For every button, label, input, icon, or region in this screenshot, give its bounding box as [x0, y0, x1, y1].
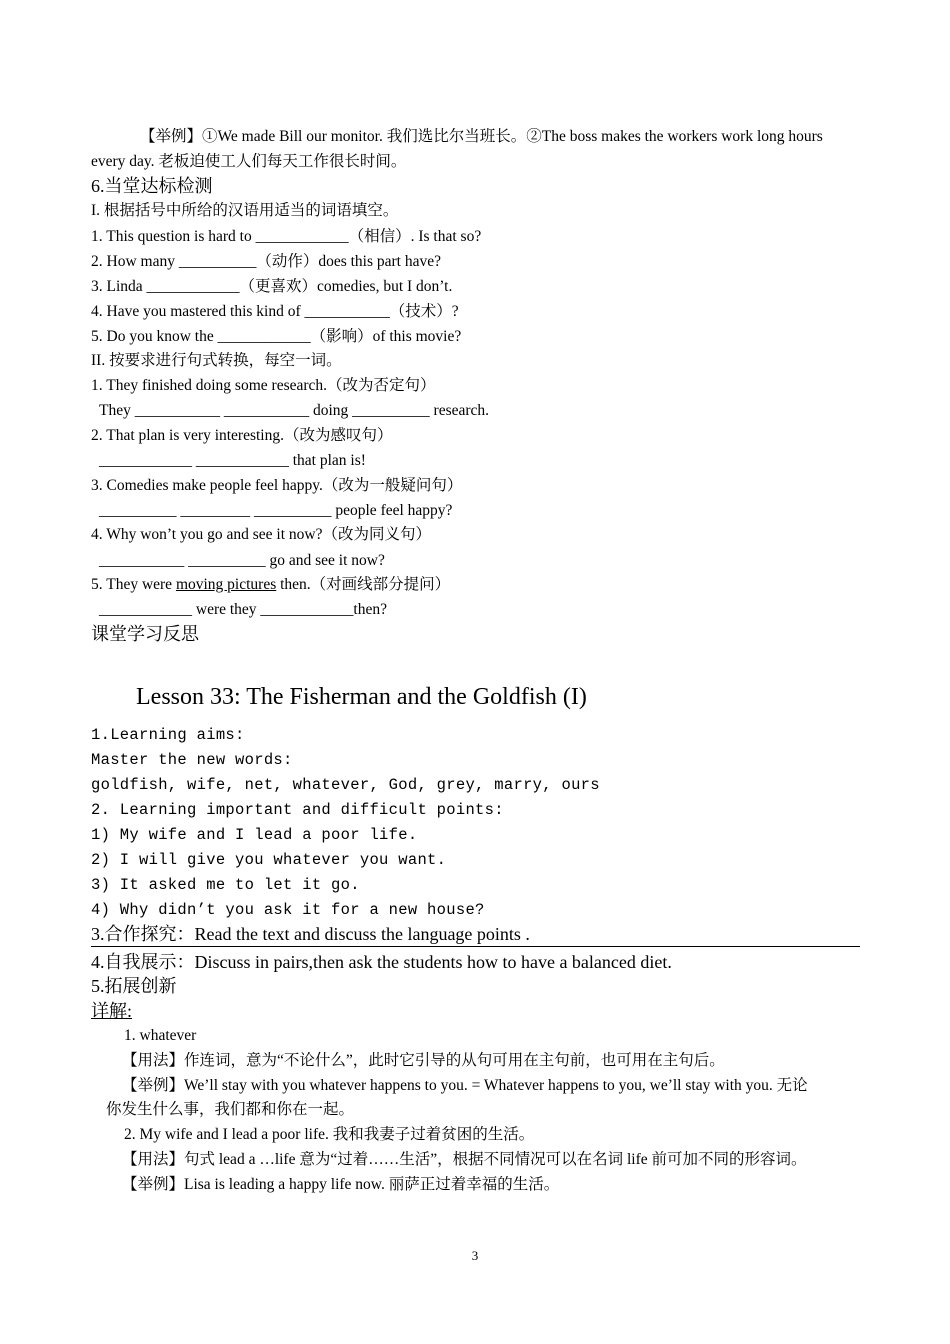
details-label: 详解: — [91, 1001, 133, 1021]
fill-item-4: 4. Have you mastered this kind of ___________（技术）? — [91, 303, 459, 320]
step-4-self-display: 4.自我展示：Discuss in pairs,then ask the students how to have a balanced diet. — [91, 952, 672, 972]
part-2-instruction: II. 按要求进行句式转换，每空一词。 — [91, 352, 342, 369]
new-words-list: goldfish, wife, net, whatever, God, grey, marry, ours — [91, 776, 600, 794]
divider-line — [91, 946, 860, 947]
detail-1-example-line-2: 你发生什么事，我们都和你在一起。 — [106, 1101, 355, 1118]
detail-1-example-line-1: 【举例】We’ll stay with you whatever happens to you. = Whatever happens to you, we’ll stay with you. 无论 — [122, 1077, 808, 1094]
detail-2-heading: 2. My wife and I lead a poor life. 我和我妻子过着贫困的生活。 — [124, 1126, 535, 1143]
fill-item-3: 3. Linda ____________（更喜欢）comedies, but I don’t. — [91, 278, 453, 295]
transform-answer-3: __________ _________ __________ people feel happy? — [99, 502, 453, 519]
transform-answer-4: ___________ __________ go and see it now? — [99, 552, 385, 569]
reflection-heading: 课堂学习反思 — [91, 624, 199, 644]
transform-question-2: 2. That plan is very interesting.（改为感叹句） — [91, 427, 393, 444]
learning-point-2: 2) I will give you whatever you want. — [91, 851, 447, 869]
learning-points-label: 2. Learning important and difficult points: — [91, 801, 504, 819]
detail-2-example: 【举例】Lisa is leading a happy life now. 丽萨正过着幸福的生活。 — [122, 1176, 560, 1193]
learning-aims-label: 1.Learning aims: — [91, 726, 245, 744]
detail-1-heading: 1. whatever — [124, 1027, 197, 1044]
question-5-underlined-phrase: moving pictures — [175, 576, 277, 593]
transform-question-4: 4. Why won’t you go and see it now?（改为同义句） — [91, 526, 431, 543]
page-number: 3 — [471, 1248, 479, 1263]
transform-answer-2: ____________ ____________ that plan is! — [99, 452, 366, 469]
transform-question-1: 1. They finished doing some research.（改为否定句） — [91, 377, 436, 394]
master-words-label: Master the new words: — [91, 751, 293, 769]
fill-item-1: 1. This question is hard to ____________（相信）. Is that so? — [91, 228, 482, 245]
lesson-title: Lesson 33: The Fisherman and the Goldfish (I) — [136, 684, 587, 710]
step-3-cooperative-inquiry: 3.合作探究：Read the text and discuss the language points . — [91, 924, 530, 944]
fill-item-5: 5. Do you know the ____________（影响）of this movie? — [91, 328, 462, 345]
transform-answer-1: They ___________ ___________ doing __________ research. — [99, 402, 490, 419]
detail-2-usage: 【用法】句式 lead a …life 意为“过着……生活”，根据不同情况可以在名词 life 前可加不同的形容词。 — [122, 1151, 807, 1168]
question-5-lead: 5. They were — [91, 576, 176, 593]
transform-question-3: 3. Comedies make people feel happy.（改为一般疑问句） — [91, 477, 463, 494]
question-5-tail: then.（对画线部分提问） — [276, 576, 451, 593]
fill-item-2: 2. How many __________（动作）does this part have? — [91, 253, 441, 270]
step-5-extension: 5.拓展创新 — [91, 976, 177, 996]
learning-point-3: 3) It asked me to let it go. — [91, 876, 360, 894]
learning-point-4: 4) Why didn’t you ask it for a new house? — [91, 901, 485, 919]
example-intro-line-2: every day. 老板迫使工人们每天工作很长时间。 — [91, 153, 407, 170]
transform-question-5 — [91, 575, 450, 595]
section-6-heading: 6.当堂达标检测 — [91, 176, 213, 196]
transform-answer-5: ____________ were they ____________then? — [99, 601, 387, 618]
learning-point-1: 1) My wife and I lead a poor life. — [91, 826, 418, 844]
part-1-instruction: I. 根据括号中所给的汉语用适当的词语填空。 — [91, 202, 399, 219]
example-intro-line-1: 【举例】①We made Bill our monitor. 我们选比尔当班长。②The boss makes the workers work long hours — [140, 128, 823, 145]
detail-1-usage: 【用法】作连词，意为“不论什么”，此时它引导的从句可用在主句前，也可用在主句后。 — [122, 1052, 725, 1069]
